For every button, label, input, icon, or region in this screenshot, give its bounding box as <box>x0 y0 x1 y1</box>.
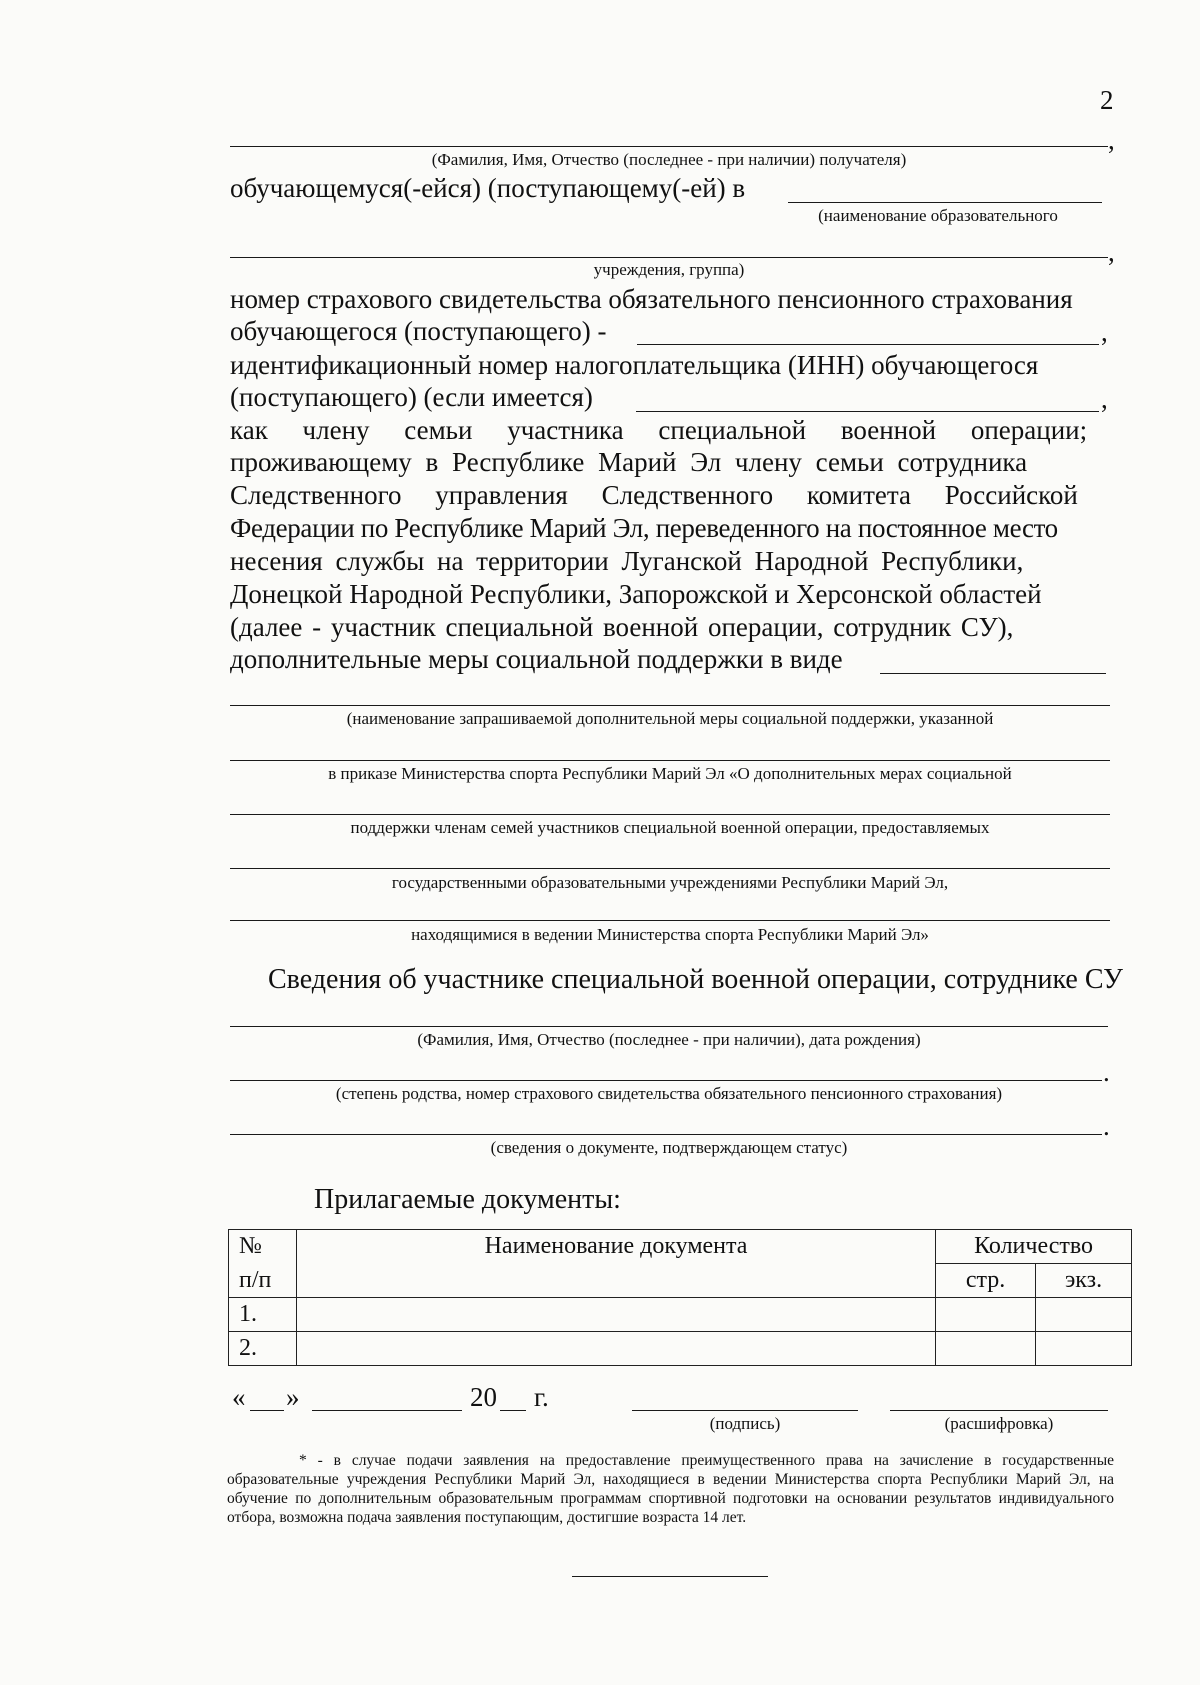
text-line-12: (далее - участник специальной военной операции, сотрудник СУ), <box>230 612 1014 642</box>
end-rule <box>572 1576 768 1577</box>
attachments-table <box>228 1229 1132 1366</box>
row-number: 2. <box>229 1332 297 1366</box>
recipient-name-line <box>230 146 1108 147</box>
measure-line-1 <box>230 705 1110 706</box>
copies-cell[interactable] <box>1036 1332 1132 1366</box>
text-line-11: Донецкой Народной Республики, Запорожской и Херсонской областей <box>230 579 1042 609</box>
kinship-caption: (степень родства, номер страхового свидетельства обязательного пенсионного страхования) <box>335 1084 1003 1103</box>
recipient-fio-caption: (Фамилия, Имя, Отчество (последнее - при наличии) получателя) <box>431 150 907 169</box>
measure-line-5 <box>230 920 1110 921</box>
measure-line-0 <box>880 673 1106 674</box>
col-copies-header: экз. <box>1036 1264 1132 1298</box>
inn-line <box>636 411 1099 412</box>
text-line-7: проживающему в Республике Марий Эл члену семьи сотрудника <box>230 447 1028 477</box>
institution-line-a <box>788 202 1102 203</box>
measure-caption-2: в приказе Министерства спорта Республики Марий Эл «О дополнительных мерах социальной <box>328 764 1012 783</box>
table-row <box>229 1298 1132 1332</box>
col-no-header-1: № <box>229 1230 297 1264</box>
doc-name-cell[interactable] <box>296 1298 935 1332</box>
date-open-quote: « <box>232 1382 246 1412</box>
text-line-3: обучающегося (поступающего) - <box>230 316 607 346</box>
measure-line-3 <box>230 814 1110 815</box>
institution-caption-2: учреждения, группа) <box>593 260 745 279</box>
doc-name-cell[interactable] <box>296 1332 935 1366</box>
participant-fio-line <box>230 1026 1108 1027</box>
row-number: 1. <box>229 1298 297 1332</box>
transcript-caption: (расшифровка) <box>944 1414 1054 1433</box>
measure-caption-5: находящимися в ведении Министерства спорта Республики Марий Эл» <box>411 925 929 944</box>
status-doc-line <box>230 1134 1102 1135</box>
kinship-line <box>230 1080 1102 1081</box>
institution-line-b <box>230 257 1108 258</box>
col-pages-header: стр. <box>936 1264 1036 1298</box>
table-header-row-2 <box>229 1264 1132 1298</box>
comma: , <box>1101 317 1108 347</box>
copies-cell[interactable] <box>1036 1298 1132 1332</box>
date-close-quote: » <box>286 1382 300 1412</box>
date-year-line <box>500 1410 526 1411</box>
col-name-header: Наименование документа <box>296 1230 935 1264</box>
text-line-1: обучающемуся(-ейся) (поступающему(-ей) в <box>230 173 746 203</box>
date-month-line <box>312 1410 462 1411</box>
pages-cell[interactable] <box>936 1298 1036 1332</box>
text-line-6: как члену семьи участника специальной военной операции; <box>230 415 1088 445</box>
text-line-9: Федерации по Республике Марий Эл, переведенного на постоянное место <box>230 513 1058 543</box>
text-line-13: дополнительные меры социальной поддержки в виде <box>230 644 843 674</box>
text-line-5: (поступающего) (если имеется) <box>230 382 593 412</box>
comma: , <box>1108 125 1115 155</box>
signature-caption: (подпись) <box>709 1414 781 1433</box>
pages-cell[interactable] <box>936 1332 1036 1366</box>
text-line-10: несения службы на территории Луганской Народной Республики, <box>230 546 1024 576</box>
measure-line-2 <box>230 760 1110 761</box>
table-header-row <box>229 1230 1132 1264</box>
date-year-suffix: г. <box>534 1382 549 1412</box>
status-doc-caption: (сведения о документе, подтверждающем статус) <box>490 1138 848 1157</box>
section-heading: Сведения об участнике специальной военной операции, сотруднике СУ <box>268 964 1123 995</box>
footnote: * - в случае подачи заявления на предоставление преимущественного права на зачисление в государственные образовательные учреждения Республики Марий Эл, находящиеся в ведении Министерства спорта Республики Марий Эл, на обучение по дополнительным образовательным программам спортивной подготовки на основании результатов индивидуального отбора, возможна подача заявления поступающим, достигшие возраста 14 лет. <box>227 1452 1114 1526</box>
transcript-line <box>890 1410 1108 1411</box>
measure-line-4 <box>230 868 1110 869</box>
period: . <box>1103 1057 1110 1087</box>
comma: , <box>1108 237 1115 267</box>
col-name-header-cont <box>296 1264 935 1298</box>
text-line-2: номер страхового свидетельства обязательного пенсионного страхования <box>230 284 1073 314</box>
col-no-header-2: п/п <box>229 1264 297 1298</box>
period: . <box>1103 1111 1110 1141</box>
date-day-line <box>250 1410 284 1411</box>
measure-caption-1: (наименование запрашиваемой дополнительной меры социальной поддержки, указанной <box>346 709 994 728</box>
attachments-heading: Прилагаемые документы: <box>314 1184 621 1215</box>
signature-line <box>632 1410 858 1411</box>
text-line-8: Следственного управления Следственного комитета Российской <box>230 480 1078 510</box>
snils-line <box>637 344 1099 345</box>
table-row <box>229 1332 1132 1366</box>
page-number: 2 <box>1100 85 1114 115</box>
col-qty-header: Количество <box>936 1230 1132 1264</box>
institution-caption-1: (наименование образовательного <box>818 206 1058 225</box>
participant-fio-caption: (Фамилия, Имя, Отчество (последнее - при наличии), дата рождения) <box>417 1030 921 1049</box>
date-year-prefix: 20 <box>470 1382 497 1412</box>
comma: , <box>1101 384 1108 414</box>
measure-caption-4: государственными образовательными учреждениями Республики Марий Эл, <box>391 873 949 892</box>
text-line-4: идентификационный номер налогоплательщика (ИНН) обучающегося <box>230 350 1039 380</box>
measure-caption-3: поддержки членам семей участников специальной военной операции, предоставляемых <box>350 818 990 837</box>
